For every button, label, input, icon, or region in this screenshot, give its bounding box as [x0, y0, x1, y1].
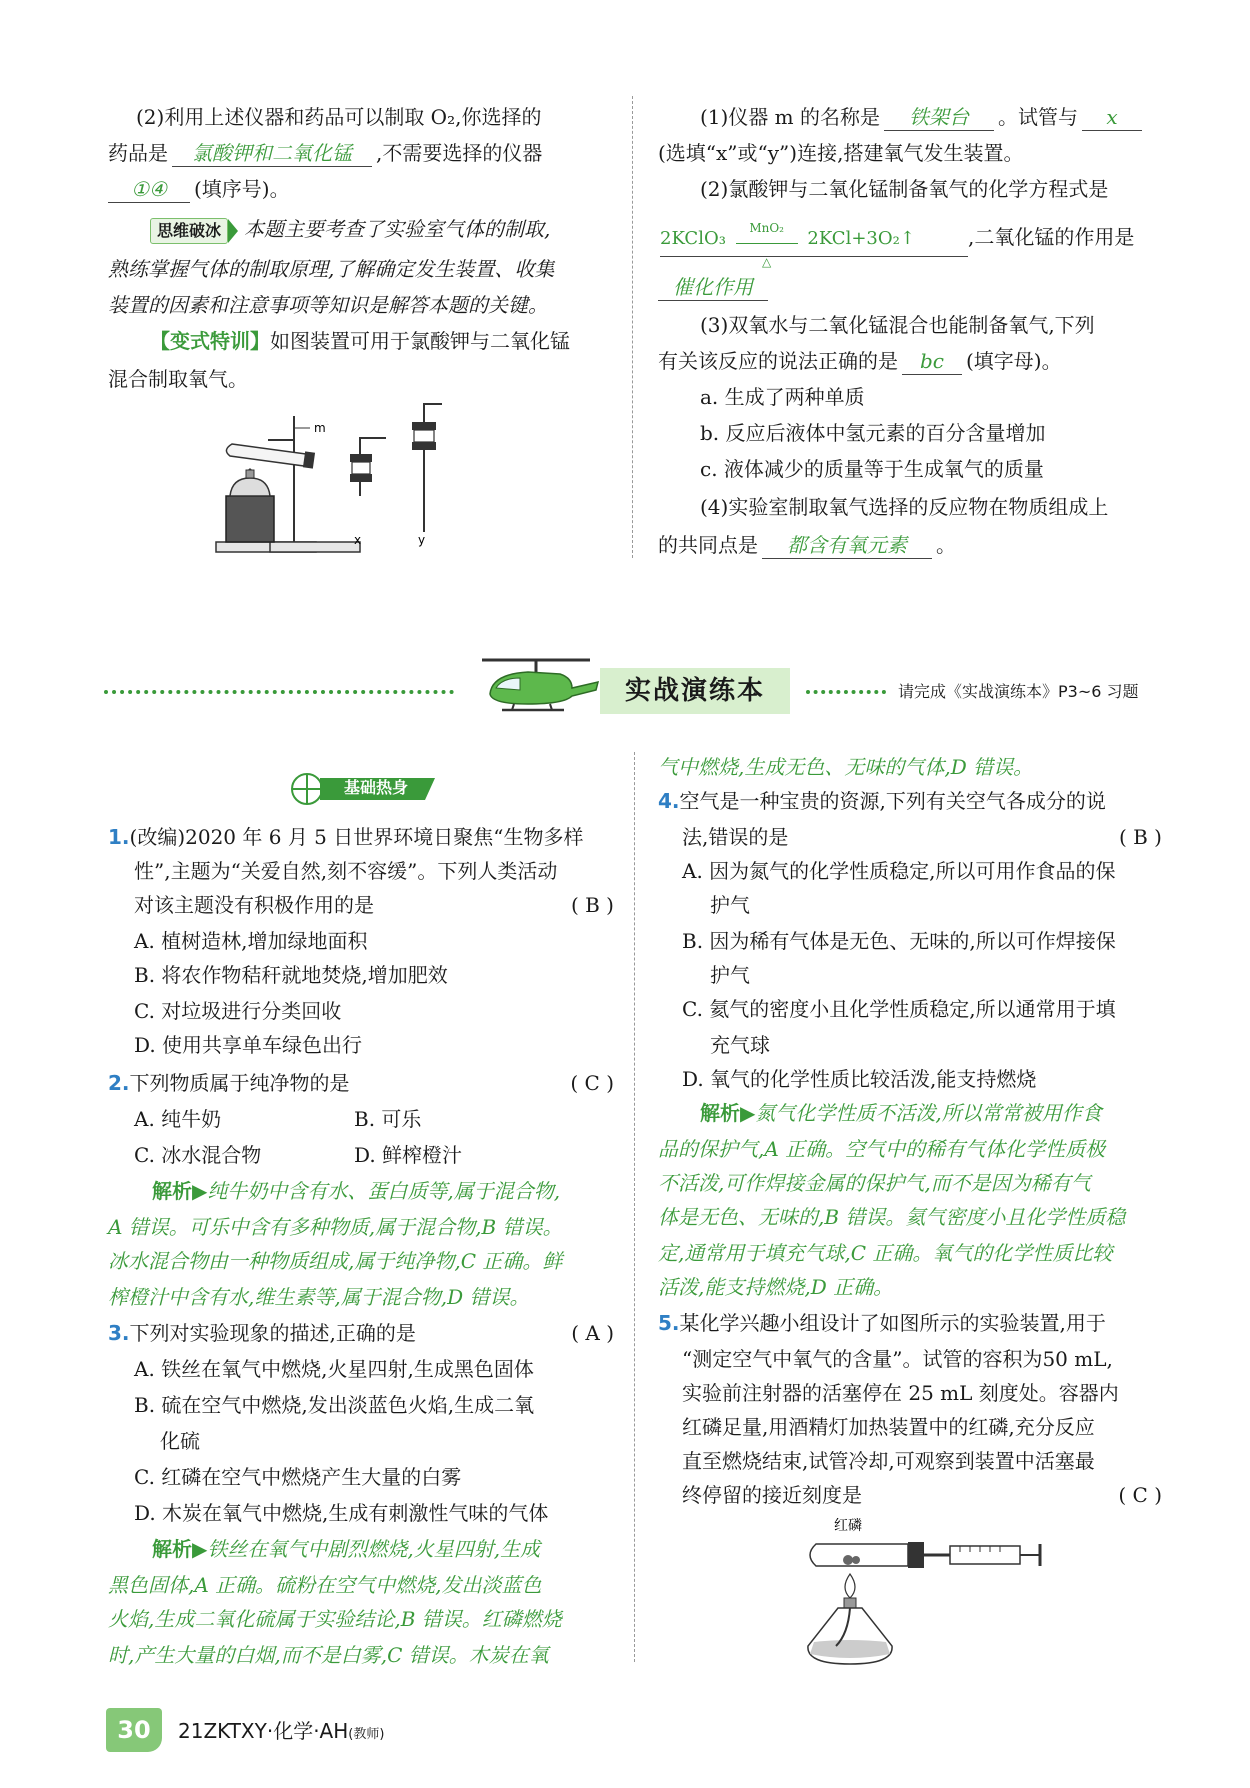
- answer-instrument-m: 铁架台: [884, 104, 994, 131]
- q2-analysis-3: 冰水混合物由一种物质组成,属于纯净物,C 正确。鲜: [108, 1249, 563, 1273]
- q4-line1: 4.空气是一种宝贵的资源,下列有关空气各成分的说: [658, 789, 1106, 813]
- equation-blank: 2KClO₃ MnO₂ △ 2KCl+3O₂↑: [660, 222, 968, 257]
- q3-analysis-3: 火焰,生成二氧化硫属于实验结论,B 错误。红磷燃烧: [108, 1607, 562, 1631]
- banner-dots-right: [806, 690, 886, 698]
- q1-line2: 性”,主题为“关爱自然,刻不容缓”。下列人类活动: [134, 859, 558, 883]
- q5-line1: 5.某化学兴趣小组设计了如图所示的实验装置,用于: [658, 1311, 1106, 1335]
- q2-option-b: B. 可乐: [354, 1107, 422, 1131]
- q4-analysis-1: 解析▶氮气化学性质不活泼,所以常常被用作食: [700, 1101, 1102, 1125]
- q4-analysis-4: 体是无色、无味的,B 错误。氦气密度小且化学性质稳: [658, 1205, 1126, 1229]
- r-line1: (1)仪器 m 的名称是 铁架台 。试管与 x: [700, 100, 1146, 134]
- r-line9: 的共同点是 都含有氧元素 。: [658, 533, 956, 557]
- q4-option-d: D. 氧气的化学性质比较活泼,能支持燃烧: [682, 1067, 1037, 1091]
- q3-stem: 3.下列对实验现象的描述,正确的是 ( A ): [108, 1316, 614, 1350]
- helicopter-icon: [468, 652, 604, 718]
- q3-option-c: C. 红磷在空气中燃烧产生大量的白雾: [134, 1465, 462, 1489]
- option-c: c. 液体减少的质量等于生成氧气的质量: [700, 457, 1044, 481]
- q1-option-b: B. 将农作物秸秆就地焚烧,增加肥效: [134, 963, 448, 987]
- q1-option-d: D. 使用共享单车绿色出行: [134, 1033, 363, 1057]
- q2-option-a: A. 纯牛奶: [134, 1107, 222, 1131]
- q4-option-a2: 护气: [710, 893, 750, 917]
- q2-analysis-1: 解析▶纯牛奶中含有水、蛋白质等,属于混合物,: [152, 1179, 561, 1203]
- option-b: b. 反应后液体中氢元素的百分含量增加: [700, 421, 1046, 445]
- r-line8: (4)实验室制取氧气选择的反应物在物质组成上: [700, 495, 1109, 519]
- answer-mno2-role: 催化作用: [658, 274, 768, 301]
- answer-instruments: ①④: [108, 176, 190, 203]
- answer-correct-options: bc: [902, 348, 962, 375]
- r-line2: (选填“x”或“y”)连接,搭建氧气发生装置。: [658, 141, 1024, 165]
- r-line6: (3)双氧水与二氧化锰混合也能制备氧气,下列: [700, 313, 1095, 337]
- q2-option-c: C. 冰水混合物: [134, 1143, 262, 1167]
- q1-option-a: A. 植树造林,增加绿地面积: [134, 929, 368, 953]
- q4-analysis-2: 品的保护气,A 正确。空气中的稀有气体化学性质极: [658, 1137, 1106, 1161]
- q3-analysis-5: 气中燃烧,生成无色、无味的气体,D 错误。: [658, 755, 1034, 779]
- r-line7: 有关该反应的说法正确的是 bc (填字母)。: [658, 349, 1062, 373]
- q3-option-b2: 化硫: [160, 1429, 200, 1453]
- q5-line4: 红磷足量,用酒精灯加热装置中的红磷,充分反应: [682, 1415, 1095, 1439]
- q3-analysis-1: 解析▶铁丝在氧气中剧烈燃烧,火星四射,生成: [152, 1537, 541, 1561]
- column-divider-bottom: [634, 752, 635, 1662]
- q5-line6: 终停留的接近刻度是 ( C ): [682, 1478, 1162, 1512]
- q5-answer: ( C ): [1118, 1483, 1162, 1507]
- r-line3: (2)氯酸钾与二氧化锰制备氧气的化学方程式是: [700, 177, 1109, 201]
- q3-analysis-4: 时,产生大量的白烟,而不是白雾,C 错误。木炭在氧: [108, 1643, 549, 1667]
- q4-analysis-3: 不活泼,可作焊接金属的保护气,而不是因为稀有气: [658, 1171, 1091, 1195]
- answer-tube-x: x: [1082, 104, 1142, 131]
- q4-answer: ( B ): [1118, 825, 1162, 849]
- q1-answer: ( B ): [570, 893, 614, 917]
- footer-code: 21ZKTXY·化学·AH(教师): [178, 1719, 385, 1743]
- q3-analysis-2: 黑色固体,A 正确。硫粉在空气中燃烧,发出淡蓝色: [108, 1573, 542, 1597]
- q2-analysis-4: 榨橙汁中含有水,维生素等,属于混合物,D 错误。: [108, 1285, 530, 1309]
- oxygen-apparatus-figure: [210, 396, 530, 558]
- r-line4-equation: 2KClO₃ MnO₂ △ 2KCl+3O₂↑ ,二氧化锰的作用是: [660, 221, 1135, 269]
- q1-option-c: C. 对垃圾进行分类回收: [134, 999, 342, 1023]
- variant-label: 【变式特训】: [150, 329, 270, 353]
- tip-line3: 装置的因素和注意事项等知识是解答本题的关键。: [108, 293, 548, 317]
- q4-option-c1: C. 氦气的密度小且化学性质稳定,所以通常用于填: [682, 997, 1116, 1021]
- q4-option-b1: B. 因为稀有气体是无色、无味的,所以可作焊接保: [682, 929, 1116, 953]
- r-line5: [658, 270, 772, 304]
- q4-option-a1: A. 因为氮气的化学性质稳定,所以可用作食品的保: [682, 859, 1116, 883]
- variant-line1: 【变式特训】如图装置可用于氯酸钾与二氧化锰: [150, 329, 570, 353]
- q2-answer: ( C ): [570, 1071, 614, 1095]
- section-title: 基础热身: [343, 778, 408, 797]
- q4-analysis-6: 活泼,能支持燃烧,D 正确。: [658, 1275, 894, 1299]
- page-number: 30: [106, 1708, 162, 1752]
- q5-line2: “测定空气中氧气的含量”。试管的容积为50 mL,: [682, 1347, 1113, 1371]
- q5-line3: 实验前注射器的活塞停在 25 mL 刻度处。容器内: [682, 1381, 1119, 1405]
- q2-analysis-2: A 错误。可乐中含有多种物质,属于混合物,B 错误。: [108, 1215, 563, 1239]
- answer-common-point: 都含有氧元素: [762, 532, 932, 559]
- banner-dots-left: [104, 690, 454, 698]
- equation-arrow: MnO₂ △: [732, 229, 802, 244]
- label-y: y: [418, 533, 426, 547]
- q3-option-a: A. 铁丝在氧气中燃烧,火星四射,生成黑色固体: [134, 1357, 534, 1381]
- q4-option-c2: 充气球: [710, 1033, 770, 1057]
- q4-option-b2: 护气: [710, 963, 750, 987]
- q5-line5: 直至燃烧结束,试管冷却,可观察到装置中活塞最: [682, 1449, 1095, 1473]
- q2-line3: ①④ (填序号)。: [108, 172, 290, 206]
- variant-line2: 混合制取氧气。: [108, 367, 248, 391]
- q2-option-d: D. 鲜榨橙汁: [354, 1143, 463, 1167]
- tip-line2: 熟练掌握气体的制取原理,了解确定发生装置、收集: [108, 257, 555, 281]
- q2-stem: 2.下列物质属于纯净物的是 ( C ): [108, 1066, 614, 1100]
- q1-line1: 1.(改编)2020 年 6 月 5 日世界环境日聚焦“生物多样: [108, 825, 584, 849]
- answer-drugs: 氯酸钾和二氧化锰: [172, 140, 372, 167]
- tip-line1: 思维破冰 本题主要考查了实验室气体的制取,: [150, 212, 550, 246]
- label-x: x: [354, 533, 362, 547]
- q3-option-b1: B. 硫在空气中燃烧,发出淡蓝色火焰,生成二氧: [134, 1393, 535, 1417]
- q3-answer: ( A ): [571, 1321, 614, 1345]
- phosphorus-apparatus-figure: [800, 1514, 1060, 1670]
- banner-instruction: 请完成《实战演练本》P3~6 习题: [898, 682, 1139, 701]
- tip-label: 思维破冰: [150, 218, 228, 244]
- q2-line2: 药品是 氯酸钾和二氧化锰 ,不需要选择的仪器: [108, 141, 543, 165]
- q1-line3: 对该主题没有积极作用的是 ( B ): [134, 888, 614, 922]
- q3-option-d: D. 木炭在氧气中燃烧,生成有刺激性气味的气体: [134, 1501, 549, 1525]
- label-m: m: [314, 421, 326, 435]
- banner-title: 实战演练本: [600, 668, 790, 714]
- option-a: a. 生成了两种单质: [700, 385, 865, 409]
- label-red-phosphorus: 红磷: [834, 1518, 862, 1534]
- q4-line2: 法,错误的是 ( B ): [682, 820, 1162, 854]
- tip-arrow-icon: [228, 219, 238, 243]
- q4-analysis-5: 定,通常用于填充气球,C 正确。氧气的化学性质比较: [658, 1241, 1113, 1265]
- column-divider-top: [632, 96, 633, 558]
- q2-line1: (2)利用上述仪器和药品可以制取 O₂,你选择的: [136, 105, 542, 129]
